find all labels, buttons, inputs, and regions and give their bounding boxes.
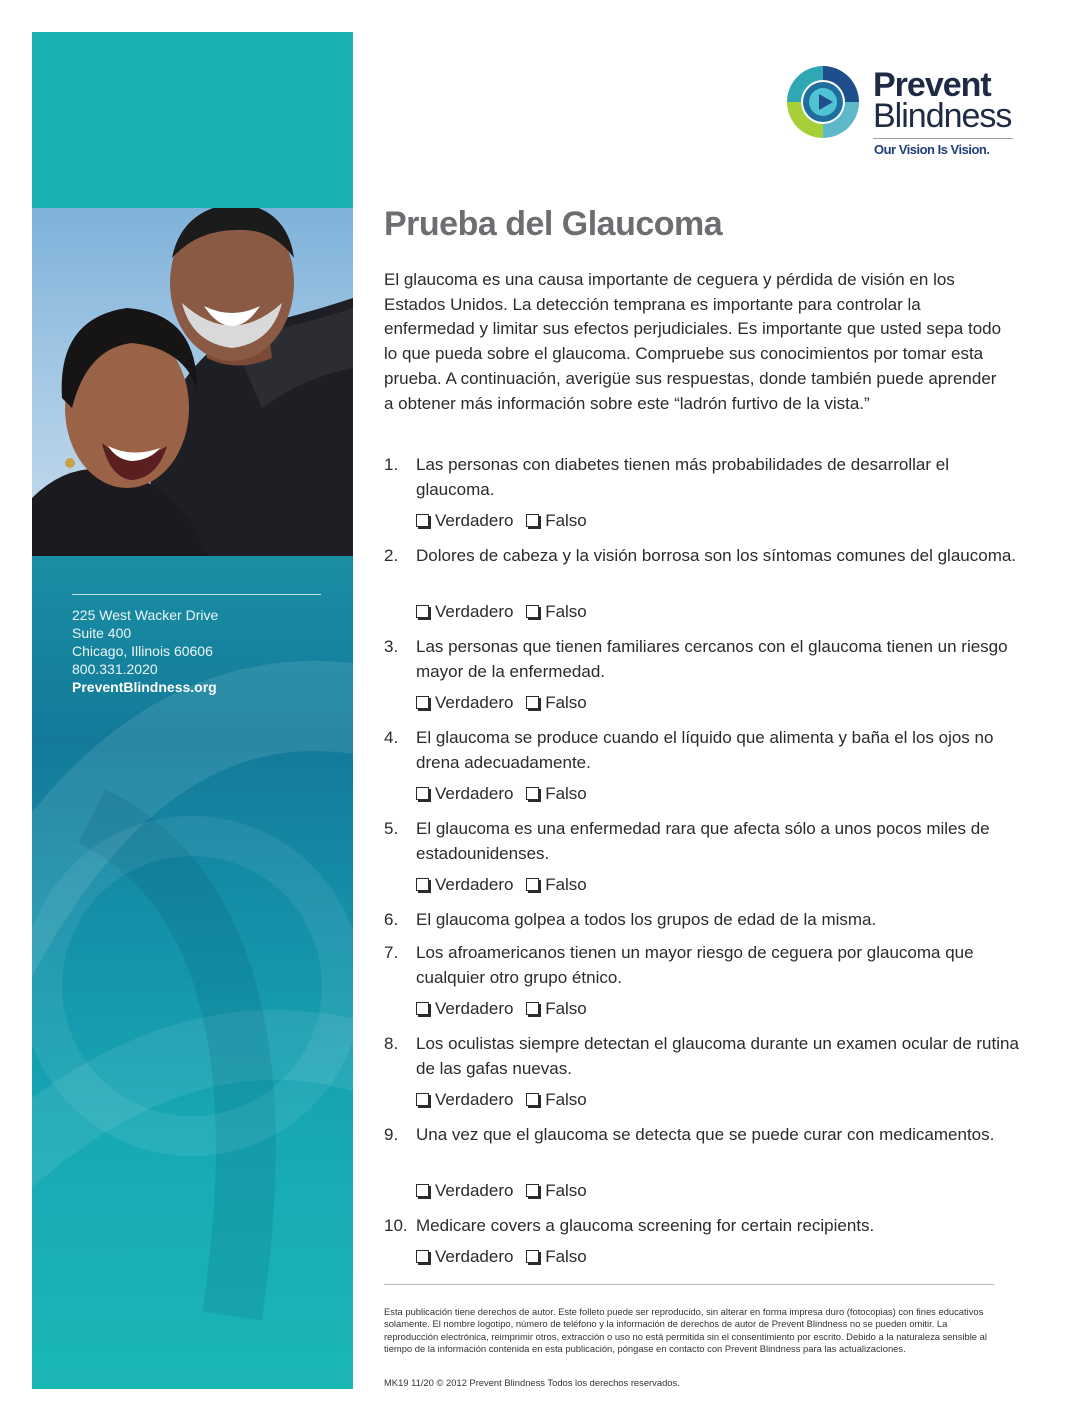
question-number: 1.	[384, 455, 399, 474]
checkbox-icon[interactable]	[416, 514, 429, 527]
answer-options	[416, 1180, 595, 1202]
checkbox-icon[interactable]	[526, 1093, 539, 1106]
footer-divider	[384, 1284, 994, 1285]
question-text: El glaucoma es una enfermedad rara que afecta sólo a unos pocos miles de estadounidenses.	[416, 819, 990, 863]
contact-address	[72, 606, 218, 696]
checkbox-icon[interactable]	[526, 878, 539, 891]
question-text: Los afroamericanos tienen un mayor riesgo de ceguera por glaucoma que cualquier otro grupo étnico.	[416, 943, 974, 987]
question-number: 4.	[384, 728, 399, 747]
option-true-label: Verdadero	[435, 784, 514, 803]
eye-logo-icon	[783, 62, 863, 142]
option-true-label: Verdadero	[435, 999, 514, 1018]
option-true[interactable]	[416, 1089, 513, 1111]
logo-word-blindness: Blindness	[873, 97, 1012, 135]
option-false-label: Falso	[545, 1090, 587, 1109]
prevent-blindness-logo	[783, 62, 1023, 162]
option-true-label: Verdadero	[435, 1247, 514, 1266]
couple-illustration	[32, 208, 353, 556]
answer-options	[416, 1246, 595, 1268]
sidebar-divider	[72, 594, 321, 595]
checkbox-icon[interactable]	[416, 878, 429, 891]
page-title: Prueba del Glaucoma	[384, 205, 723, 243]
teal-footer-band	[32, 556, 353, 1389]
option-false[interactable]	[526, 783, 587, 805]
couple-photo	[32, 208, 353, 556]
option-false[interactable]	[526, 601, 587, 623]
answer-options	[416, 783, 595, 805]
option-true-label: Verdadero	[435, 602, 514, 621]
option-true[interactable]	[416, 1246, 513, 1268]
checkbox-icon[interactable]	[416, 1093, 429, 1106]
question-number: 5.	[384, 819, 399, 838]
option-true[interactable]	[416, 998, 513, 1020]
checkbox-icon[interactable]	[526, 787, 539, 800]
logo-wordmark	[873, 66, 1012, 135]
answer-options	[416, 998, 595, 1020]
logo-divider	[873, 138, 1013, 139]
answer-options	[416, 1089, 595, 1111]
question-text: Dolores de cabeza y la visión borrosa son los síntomas comunes del glaucoma.	[416, 546, 1017, 565]
checkbox-icon[interactable]	[526, 1002, 539, 1015]
option-true-label: Verdadero	[435, 1181, 514, 1200]
checkbox-icon[interactable]	[416, 1002, 429, 1015]
question-text: El glaucoma se produce cuando el líquido que alimenta y baña el los ojos no drena adecuadamente.	[416, 728, 994, 772]
question-text: Medicare covers a glaucoma screening for certain recipients.	[416, 1216, 875, 1235]
teal-header-band	[32, 32, 353, 208]
answer-options	[416, 510, 595, 532]
option-false[interactable]	[526, 874, 587, 896]
option-true[interactable]	[416, 510, 513, 532]
option-true[interactable]	[416, 783, 513, 805]
option-true-label: Verdadero	[435, 693, 514, 712]
intro-paragraph: El glaucoma es una causa importante de ceguera y pérdida de visión en los Estados Unidos. La detección temprana es importante para controlar la enfermedad y limitar sus efectos perjudiciales. Es importante que usted sepa todo lo que pueda sobre el glaucoma. Compruebe sus conocimientos por tomar esta prueba. A continuación, averigüe sus respuestas, donde también puede aprender a obtener más información sobre este “ladrón furtivo de la vista.”	[384, 270, 1002, 413]
answer-options	[416, 692, 595, 714]
logo-tagline: Our Vision Is Vision.	[874, 142, 990, 157]
option-false-label: Falso	[545, 693, 587, 712]
option-false[interactable]	[526, 1089, 587, 1111]
checkbox-icon[interactable]	[526, 605, 539, 618]
question-number: 9.	[384, 1125, 399, 1144]
question-text: Los oculistas siempre detectan el glaucoma durante un examen ocular de rutina de las gafas nuevas.	[416, 1034, 1019, 1078]
checkbox-icon[interactable]	[526, 696, 539, 709]
checkbox-icon[interactable]	[416, 787, 429, 800]
checkbox-icon[interactable]	[526, 1184, 539, 1197]
option-true[interactable]	[416, 874, 513, 896]
answer-options	[416, 874, 595, 896]
option-true[interactable]	[416, 692, 513, 714]
option-false[interactable]	[526, 1246, 587, 1268]
option-true-label: Verdadero	[435, 1090, 514, 1109]
option-false-label: Falso	[545, 784, 587, 803]
option-false[interactable]	[526, 998, 587, 1020]
checkbox-icon[interactable]	[526, 1250, 539, 1263]
option-false-label: Falso	[545, 875, 587, 894]
question-number: 6.	[384, 910, 399, 929]
checkbox-icon[interactable]	[416, 1250, 429, 1263]
option-false-label: Falso	[545, 1181, 587, 1200]
option-false[interactable]	[526, 1180, 587, 1202]
option-true[interactable]	[416, 601, 513, 623]
question-number: 2.	[384, 546, 399, 565]
address-phone: 800.331.2020	[72, 661, 158, 677]
option-false-label: Falso	[545, 602, 587, 621]
option-true[interactable]	[416, 1180, 513, 1202]
website-link[interactable]: PreventBlindness.org	[72, 679, 217, 695]
sidebar	[32, 32, 353, 1389]
option-true-label: Verdadero	[435, 875, 514, 894]
option-false[interactable]	[526, 692, 587, 714]
publication-code: MK19 11/20 © 2012 Prevent Blindness Todos los derechos reservados.	[384, 1377, 680, 1388]
option-false-label: Falso	[545, 1247, 587, 1266]
logo-word-prevent: Prevent	[873, 66, 991, 104]
question-number: 10.	[384, 1216, 408, 1235]
question-number: 3.	[384, 637, 399, 656]
question-text: Las personas con diabetes tienen más probabilidades de desarrollar el glaucoma.	[416, 455, 950, 499]
address-street: 225 West Wacker Drive	[72, 607, 219, 623]
question-text: El glaucoma golpea a todos los grupos de edad de la misma.	[416, 910, 877, 929]
option-true-label: Verdadero	[435, 511, 514, 530]
option-false-label: Falso	[545, 511, 587, 530]
checkbox-icon[interactable]	[416, 1184, 429, 1197]
checkbox-icon[interactable]	[416, 696, 429, 709]
question-number: 8.	[384, 1034, 399, 1053]
option-false-label: Falso	[545, 999, 587, 1018]
copyright-notice: Esta publicación tiene derechos de autor. Este folleto puede ser reproducido, sin alterar en forma impresa duro (fotocopias) con fines educativos solamente. El nombre logotipo, número de teléfono y la información de derechos de autor de Prevent Blindness no se pueden omitir. La reproducción electrónica, reimprimir otros, extracción o uso no está permitida sin el consentimiento por escrito. Debido a la naturaleza sensible al tiempo de la información contenida en esta publicación, póngase en contacto con Prevent Blindness para las actualizaciones.	[384, 1306, 987, 1354]
answer-options	[416, 601, 595, 623]
address-city: Chicago, Illinois 60606	[72, 643, 213, 659]
question-text: Una vez que el glaucoma se detecta que se puede curar con medicamentos.	[416, 1125, 995, 1144]
checkbox-icon[interactable]	[526, 514, 539, 527]
question-number: 7.	[384, 943, 399, 962]
address-suite: Suite 400	[72, 625, 132, 641]
option-false[interactable]	[526, 510, 587, 532]
checkbox-icon[interactable]	[416, 605, 429, 618]
question-text: Las personas que tienen familiares cercanos con el glaucoma tienen un riesgo mayor de la enfermedad.	[416, 637, 1008, 681]
